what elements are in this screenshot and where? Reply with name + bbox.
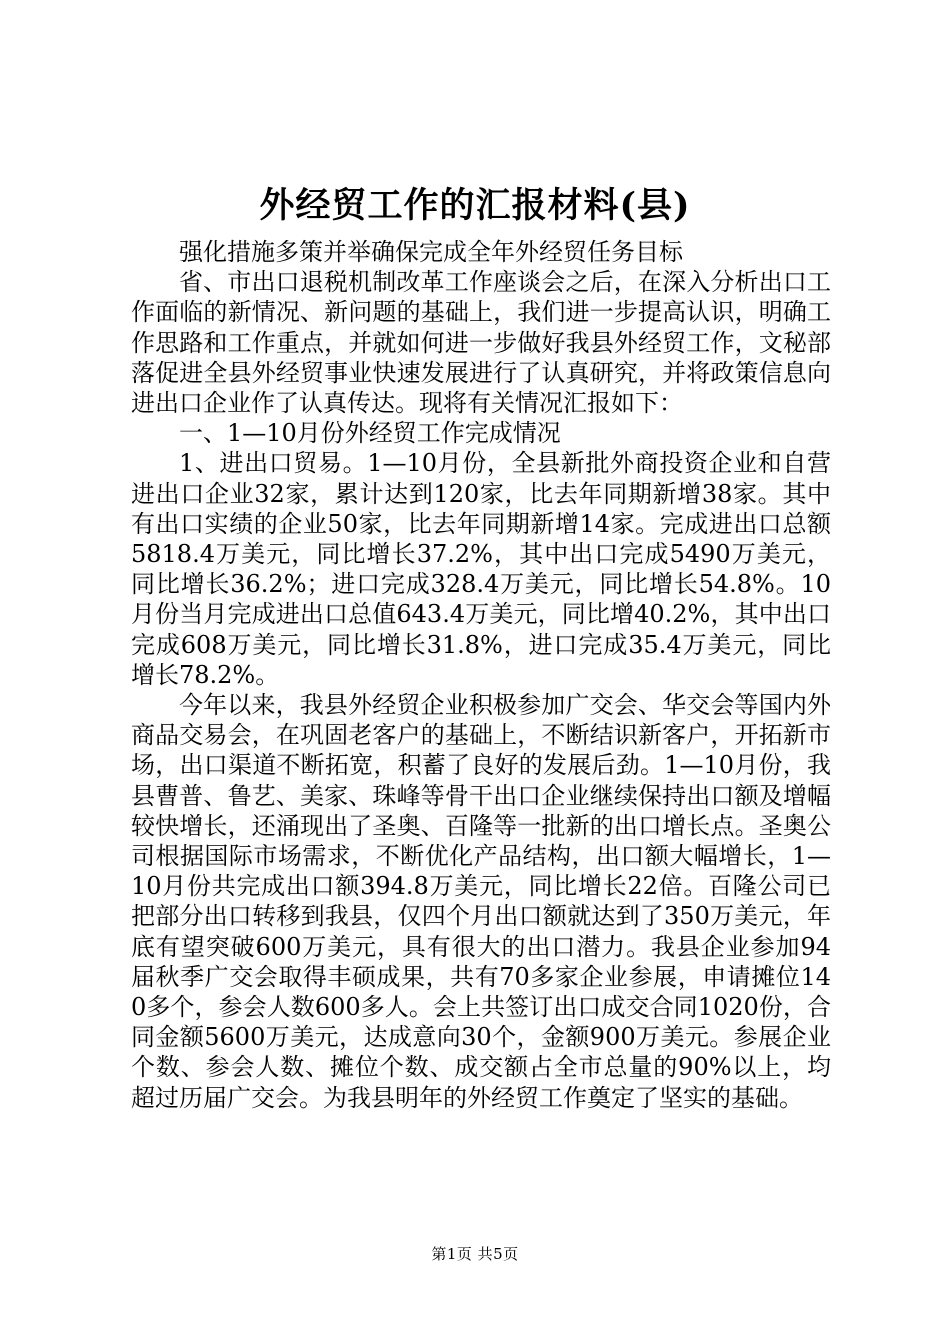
trade-paragraph: 1、进出口贸易。1—10月份，全县新批外商投资企业和自营进出口企业32家，累计达到120家，比去年同期新增38家。其中有出口实绩的企业50家，比去年同期新增14家。完成进出口总额5818.4万美元，同比增长37.2%，其中出口完成5490万美元，同比增长36.2%；进口完成328.4万美元，同比增长54.8%。10月份当月完成进出口总值643.4万美元，同比增40.2%，其中出口完成608万美元，同比增长31.8%，进口完成35.4万美元，同比增长78.2%。 — [131, 449, 831, 689]
page-number: 第1页 共5页 — [431, 1245, 519, 1263]
subtitle-paragraph: 强化措施多策并举确保完成全年外经贸任务目标 — [179, 238, 683, 266]
fair-paragraph: 今年以来，我县外经贸企业积极参加广交会、华交会等国内外商品交易会，在巩固老客户的基础上，不断结识新客户，开拓新市场，出口渠道不断拓宽，积蓄了良好的发展后劲。1—10月份，我县曹普、鲁艺、美家、珠峰等骨干出口企业继续保持出口额及增幅较快增长，还涌现出了圣奥、百隆等一批新的出口增长点。圣奥公司根据国际市场需求，不断优化产品结构，出口额大幅增长，1—10月份共完成出口额394.8万美元，同比增长22倍。百隆公司已把部分出口转移到我县，仅四个月出口额就达到了350万美元，年底有望突破600万美元，具有很大的出口潜力。我县企业参加94届秋季广交会取得丰硕成果，共有70多家企业参展，申请摊位140多个，参会人数600多人。会上共签订出口成交合同1020份，合同金额5600万美元，达成意向30个，金额900万美元。参展企业个数、参会人数、摊位个数、成交额占全市总量的90%以上，均超过历届广交会。为我县明年的外经贸工作奠定了坚实的基础。 — [131, 691, 831, 1112]
intro-paragraph: 省、市出口退税机制改革工作座谈会之后，在深入分析出口工作面临的新情况、新问题的基础上，我们进一步提高认识，明确工作思路和工作重点，并就如何进一步做好我县外经贸工作，文秘部落促进全县外经贸事业快速发展进行了认真研究，并将政策信息向进出口企业作了认真传达。现将有关情况汇报如下： — [131, 268, 831, 418]
document-title: 外经贸工作的汇报材料(县) — [259, 185, 691, 226]
document-body — [131, 237, 831, 1113]
section-heading: 一、1—10月份外经贸工作完成情况 — [179, 419, 561, 448]
